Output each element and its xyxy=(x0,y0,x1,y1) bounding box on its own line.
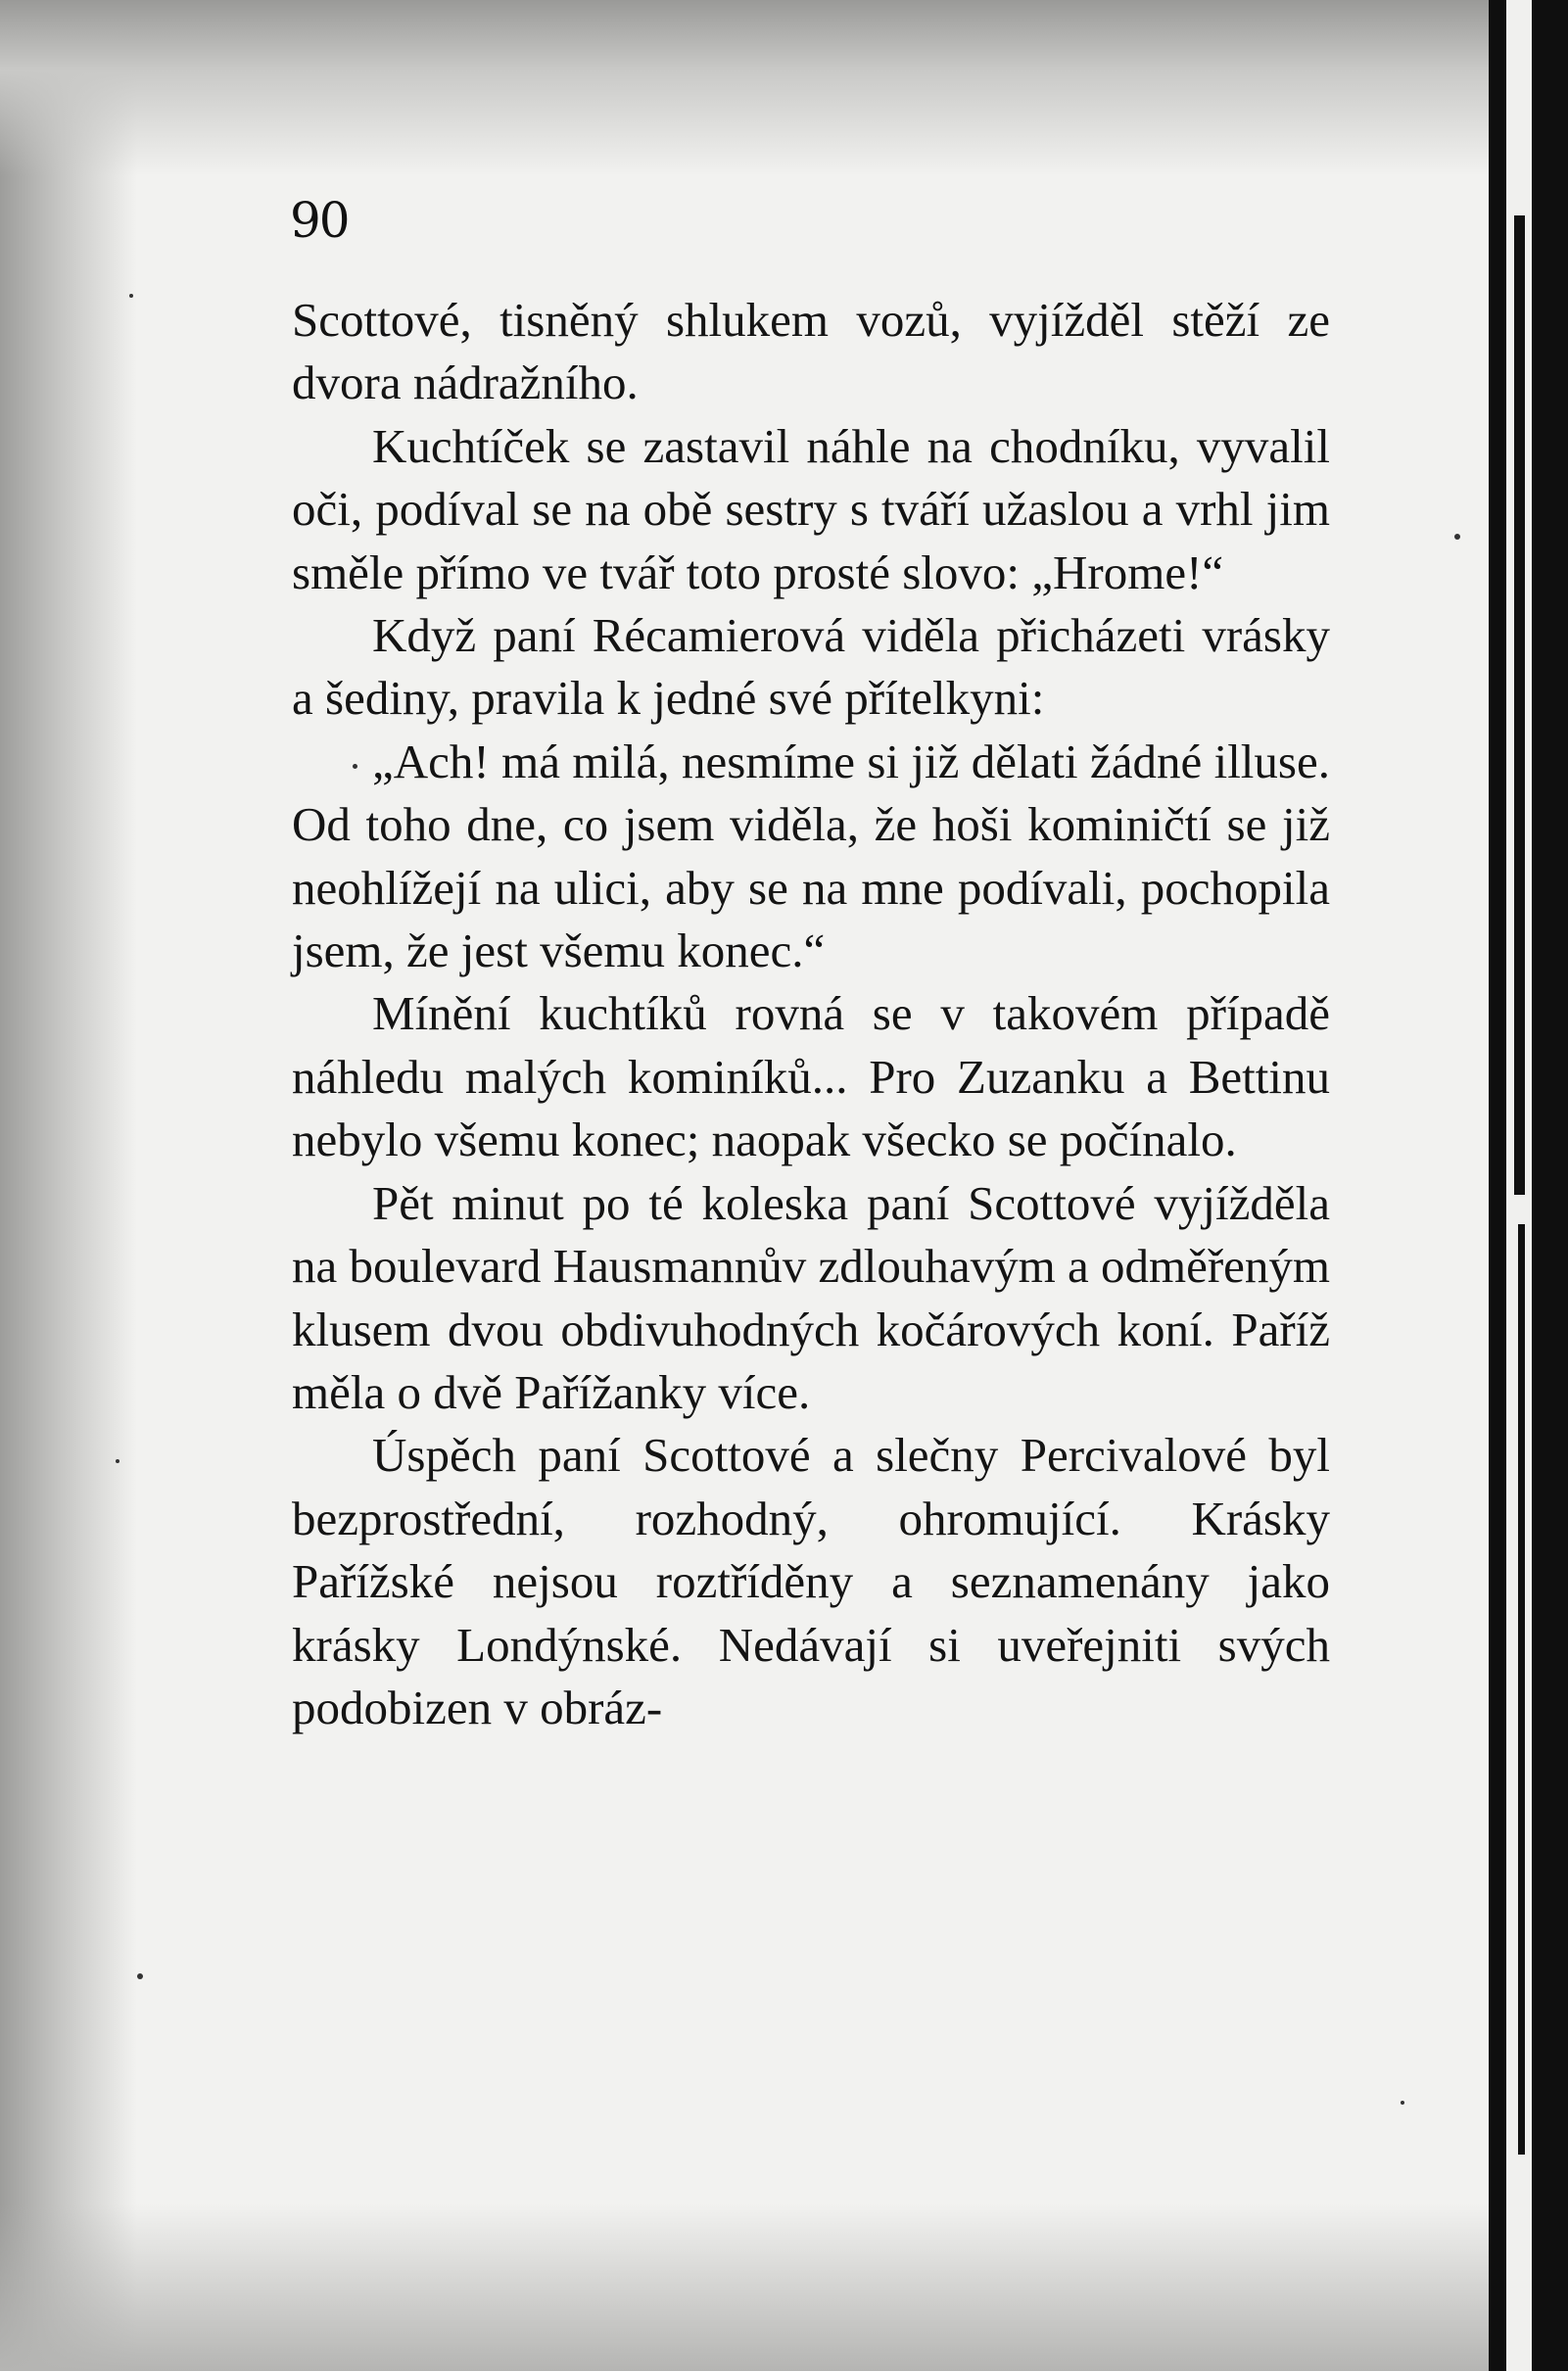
scan-speck xyxy=(1401,2101,1404,2105)
left-margin-shadow xyxy=(0,0,137,2371)
paragraph-3: Když paní Récamierová viděla přicházeti vrásky a šediny, pravila k jedné své přítelkyni: xyxy=(292,608,1330,726)
scan-speck xyxy=(1454,534,1460,540)
spine-shadow-line xyxy=(1514,215,1525,1195)
paragraph-4: „Ach! má milá, nesmíme si již dělati žádné illuse. Od toho dne, co jsem viděla, že hoši kominičtí se již neohlížejí na ulici, aby se na mne podívali, pochopila jsem, že jest všemu konec.“ xyxy=(292,734,1330,978)
scan-speck xyxy=(129,294,133,298)
spine-shadow-line-lower xyxy=(1518,1224,1525,2155)
paragraph-6: Pět minut po té koleska paní Scottové vyjížděla na boulevard Hausmannův zdlouhavým a odměřeným klusem dvou obdivuhodných kočárových koní. Paříž měla o dvě Pařížanky více. xyxy=(292,1175,1331,1419)
scan-speck xyxy=(116,1459,119,1463)
paragraph-5: Mínění kuchtíků rovná se v takovém případě náhledu malých kominíků... Pro Zuzanku a Bettinu nebylo všemu konec; naopak všecko se počínalo. xyxy=(292,986,1330,1167)
paragraph-1: Scottové, tisněný shlukem vozů, vyjížděl stěží ze dvora nádražního. xyxy=(292,293,1330,410)
scan-speck xyxy=(137,1973,143,1979)
paragraph-2: Kuchtíček se zastavil náhle na chodníku, vyvalil oči, podíval se na obě sestry s tváří užaslou a vrhl jim směle přímo ve tvář toto prosté slovo: „Hrome!“ xyxy=(292,418,1330,599)
top-margin-shadow xyxy=(0,0,1568,176)
body-text xyxy=(292,289,1330,1739)
paragraph-7: Úspěch paní Scottové a slečny Percivalové byl bezprostřední, rozhodný, ohromující. Krásky Pařížské nejsou roztříděny a seznamenány jako krásky Londýnské. Nedávají si uveřejniti svých podobizen v obráz- xyxy=(292,1428,1330,1734)
bottom-margin-shadow xyxy=(0,2204,1568,2371)
page-number: 90 xyxy=(290,192,349,249)
